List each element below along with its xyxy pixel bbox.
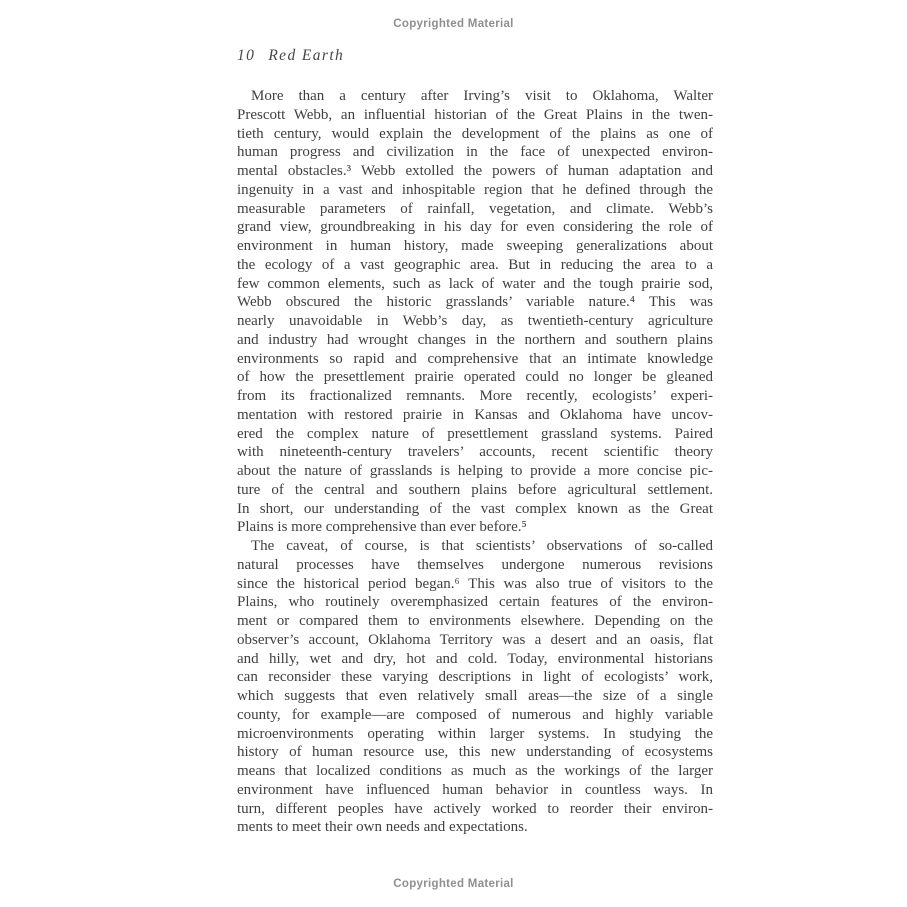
text-line: Plains is more comprehensive than ever before.⁵: [237, 519, 527, 536]
text-line: and industry had wrought changes in the northern and southern plains: [237, 331, 713, 348]
text-line: environment have influenced human behavior in countless ways. In: [237, 781, 713, 798]
body-text: [237, 87, 713, 837]
text-line: tieth century, would explain the development of the plains as one of: [237, 125, 713, 142]
text-line: which suggests that even relatively small areas—the size of a single: [237, 688, 713, 704]
text-line: means that localized conditions as much as the workings of the larger: [237, 763, 713, 779]
paragraph: [237, 87, 713, 537]
text-line: The caveat, of course, is that scientists’ observations of so-called: [251, 538, 713, 554]
text-line: from its fractionalized remnants. More recently, ecologists’ experi-: [237, 388, 713, 404]
text-line: measurable parameters of rainfall, vegetation, and climate. Webb’s: [237, 200, 713, 217]
text-line: ments to meet their own needs and expectations.: [237, 819, 528, 836]
text-line: environment in human history, made sweeping generalizations about: [237, 238, 713, 254]
text-line: Plains, who routinely overemphasized certain features of the environ-: [237, 594, 713, 611]
text-line: natural processes have themselves undergone numerous revisions: [237, 556, 713, 573]
text-line: nearly unavoidable in Webb’s day, as twentieth-century agriculture: [237, 313, 713, 329]
text-line: Prescott Webb, an influential historian of the Great Plains in the twen-: [237, 106, 713, 123]
text-line: In short, our understanding of the vast complex known as the Great: [237, 500, 713, 517]
text-line: environments so rapid and comprehensive that an intimate knowledge: [237, 350, 713, 367]
text-line: ment or compared them to environments elsewhere. Depending on the: [237, 613, 713, 629]
text-line: Webb obscured the historic grasslands’ variable nature.⁴ This was: [237, 294, 713, 311]
text-line: ered the complex nature of presettlement grassland systems. Paired: [237, 425, 713, 442]
page-number: 10: [237, 47, 256, 64]
text-line: More than a century after Irving’s visit to Oklahoma, Walter: [251, 88, 713, 104]
text-line: history of human resource use, this new understanding of ecosystems: [237, 744, 713, 761]
text-line: county, for example—are composed of numerous and highly variable: [237, 706, 713, 723]
copyright-notice-bottom: Copyrighted Material: [393, 878, 514, 890]
text-line: since the historical period began.⁶ This was also true of visitors to the: [237, 575, 713, 592]
text-line: human progress and civilization in the face of unexpected environ-: [237, 144, 713, 161]
text-line: the ecology of a vast geographic area. But in reducing the area to a: [237, 256, 713, 273]
running-title: Red Earth: [268, 47, 345, 64]
text-line: and hilly, wet and dry, hot and cold. Today, environmental historians: [237, 650, 713, 667]
text-line: about the nature of grasslands is helping to provide a more concise pic-: [237, 463, 713, 479]
text-line: mental obstacles.³ Webb extolled the powers of human adaptation and: [237, 163, 713, 179]
text-line: few common elements, such as lack of water and the tough prairie sod,: [237, 275, 713, 292]
text-line: ture of the central and southern plains before agricultural settlement.: [237, 481, 713, 498]
copyright-notice-top: Copyrighted Material: [393, 18, 514, 30]
text-line: grand view, groundbreaking in his day for even considering the role of: [237, 219, 713, 236]
paragraph: [237, 537, 713, 837]
text-line: ingenuity in a vast and inhospitable region that he defined through the: [237, 181, 713, 198]
text-line: microenvironments operating within larger systems. In studying the: [237, 725, 713, 742]
text-line: can reconsider these varying descriptions in light of ecologists’ work,: [237, 669, 713, 686]
text-line: with nineteenth-century travelers’ accounts, recent scientific theory: [237, 444, 713, 461]
text-line: turn, different peoples have actively worked to reorder their environ-: [237, 800, 713, 817]
text-line: mentation with restored prairie in Kansas and Oklahoma have uncov-: [237, 406, 713, 423]
text-line: of how the presettlement prairie operated could no longer be gleaned: [237, 369, 713, 386]
text-line: observer’s account, Oklahoma Territory was a desert and an oasis, flat: [237, 631, 713, 648]
running-header: [237, 47, 344, 65]
